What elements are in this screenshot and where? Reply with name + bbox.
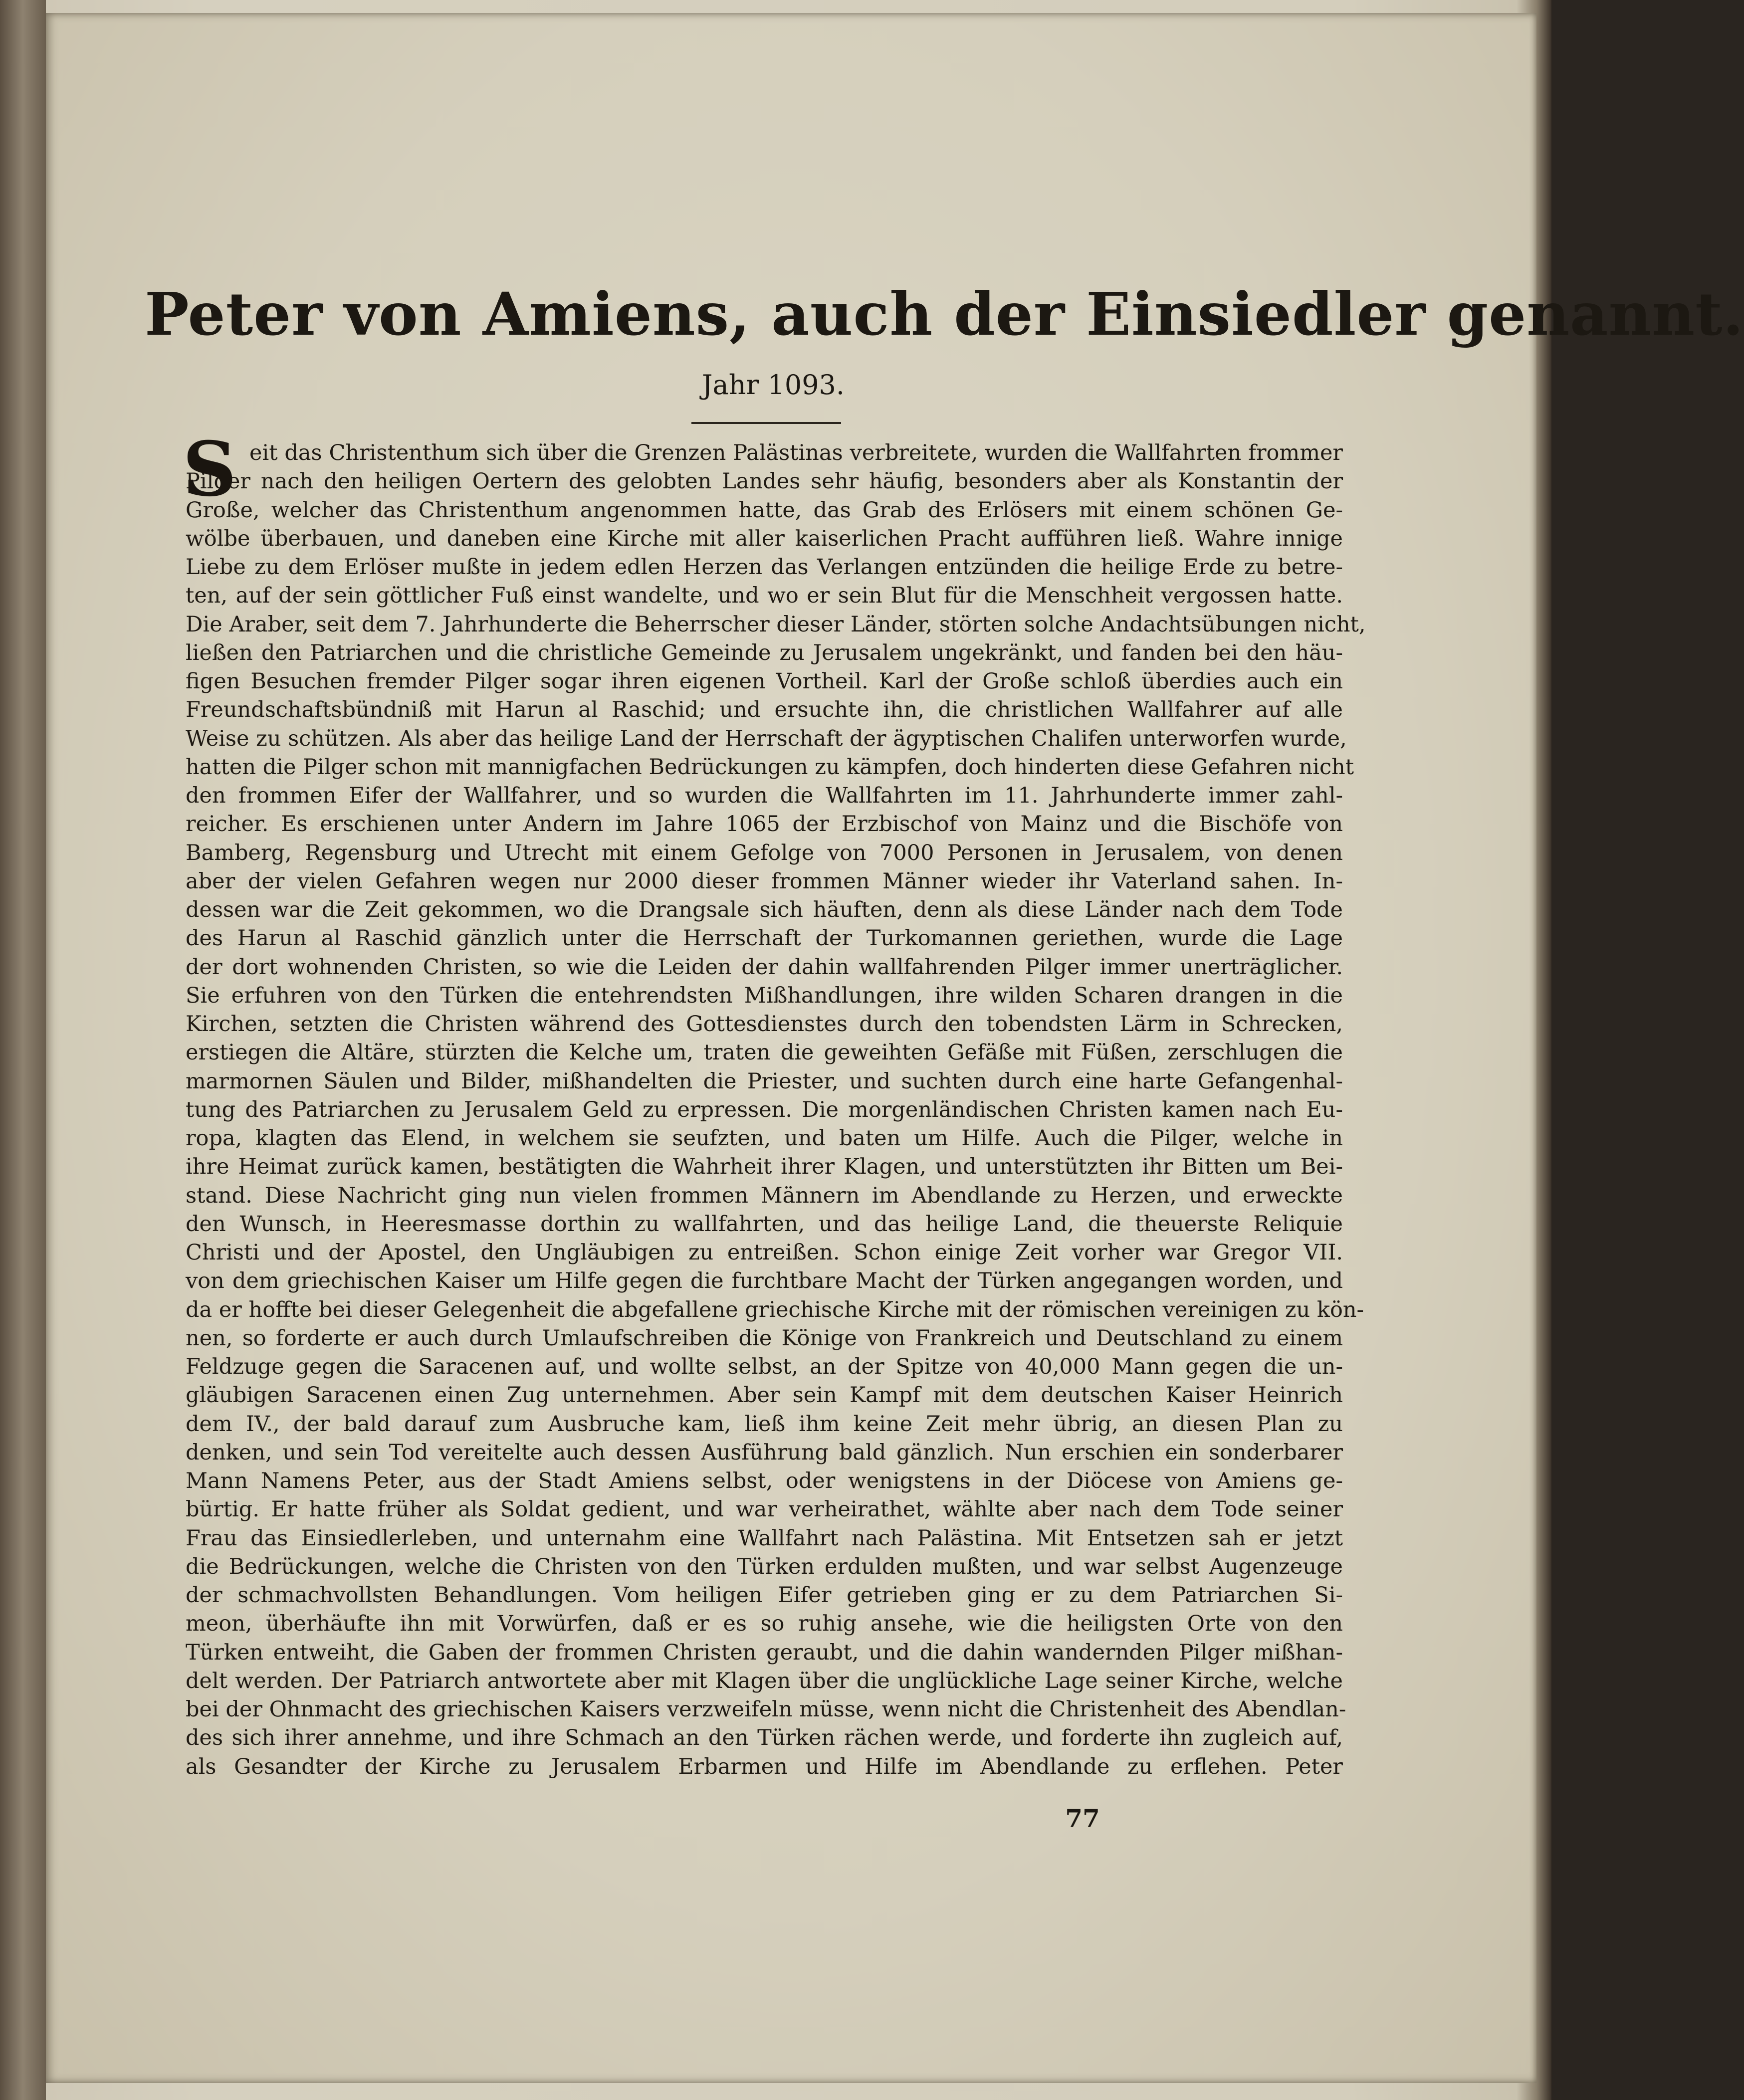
text-line: Sie erfuhren von den Türken die entehrendsten Mißhandlungen, ihre wilden Scharen drangen in die: [186, 983, 1343, 1008]
text-line: tung des Patriarchen zu Jerusalem Geld zu erpressen. Die morgenländischen Christen kamen nach Eu-: [186, 1097, 1343, 1122]
text-line: Kirchen, setzten die Christen während des Gottesdienstes durch den tobendsten Lärm in Schrecken,: [186, 1012, 1343, 1037]
text-line: aber der vielen Gefahren wegen nur 2000 dieser frommen Männer wieder ihr Vaterland sahen. In-: [186, 868, 1343, 894]
text-line: die Bedrückungen, welche die Christen von den Türken erdulden mußten, und war selbst Augenzeuge: [186, 1554, 1343, 1579]
text-line: erstiegen die Altäre, stürzten die Kelche um, traten die geweihten Gefäße mit Füßen, zerschlugen die: [186, 1040, 1343, 1065]
text-line: Bamberg, Regensburg und Utrecht mit einem Gefolge von 7000 Personen in Jerusalem, von denen: [186, 840, 1343, 865]
text-line: hatten die Pilger schon mit mannigfachen Bedrückungen zu kämpfen, doch hinderten diese Gefahren nicht: [186, 754, 1354, 780]
text-line: figen Besuchen fremder Pilger sogar ihren eigenen Vortheil. Karl der Große schloß überdies auch ein: [186, 669, 1343, 694]
title-rule: [691, 422, 841, 424]
text-line: eit das Christenthum sich über die Grenzen Palästinas verbreitete, wurden die Wallfahrten frommer: [249, 440, 1343, 465]
text-line: des sich ihrer annehme, und ihre Schmach an den Türken rächen werde, und forderte ihn zugleich auf,: [186, 1725, 1343, 1751]
body-text: [183, 425, 1366, 1781]
text-line: Christi und der Apostel, den Ungläubigen zu entreißen. Schon einige Zeit vorher war Gregor VII.: [186, 1240, 1343, 1265]
text-line: gläubigen Saracenen einen Zug unternehmen. Aber sein Kampf mit dem deutschen Kaiser Heinrich: [186, 1383, 1343, 1408]
text-line: Pilger nach den heiligen Oertern des gelobten Landes sehr häufig, besonders aber als Konstantin der: [186, 469, 1343, 494]
text-line: den Wunsch, in Heeresmasse dorthin zu wallfahrten, und das heilige Land, die theuerste Reliquie: [186, 1211, 1343, 1237]
text-line: denken, und sein Tod vereitelte auch dessen Ausführung bald gänzlich. Nun erschien ein sonderbarer: [186, 1440, 1343, 1465]
text-line: ropa, klagten das Elend, in welchem sie seufzten, und baten um Hilfe. Auch die Pilger, welche in: [186, 1126, 1343, 1151]
text-line: von dem griechischen Kaiser um Hilfe gegen die furchtbare Macht der Türken angegangen worden, und: [186, 1268, 1343, 1294]
text-line: reicher. Es erschienen unter Andern im Jahre 1065 der Erzbischof von Mainz und die Bischöfe von: [186, 812, 1343, 837]
text-line: Große, welcher das Christenthum angenommen hatte, das Grab des Erlösers mit einem schönen Ge-: [186, 497, 1343, 523]
page-title: Peter von Amiens, auch der Einsiedler genannt.: [145, 279, 1744, 349]
text-line: Feldzuge gegen die Saracenen auf, und wollte selbst, an der Spitze von 40,000 Mann gegen die un-: [186, 1354, 1343, 1379]
book-binding: [0, 0, 46, 2100]
text-line: ihre Heimat zurück kamen, bestätigten die Wahrheit ihrer Klagen, und unterstützten ihr Bitten um Bei-: [186, 1154, 1343, 1180]
text-line: Türken entweiht, die Gaben der frommen Christen geraubt, und die dahin wandernden Pilger mißhan-: [186, 1640, 1343, 1665]
text-line: der dort wohnenden Christen, so wie die Leiden der dahin wallfahrenden Pilger immer unerträglicher.: [186, 954, 1343, 980]
text-line: da er hoffte bei dieser Gelegenheit die abgefallene griechische Kirche mit der römischen vereinigen zu kön-: [186, 1297, 1364, 1322]
text-line: marmornen Säulen und Bilder, mißhandelten die Priester, und suchten durch eine harte Gefangenhal-: [186, 1068, 1343, 1094]
text-line: meon, überhäufte ihn mit Vorwürfen, daß er es so ruhig ansehe, wie die heiligsten Orte von den: [186, 1611, 1343, 1637]
text-line: den frommen Eifer der Wallfahrer, und so wurden die Wallfahrten im 11. Jahrhunderte immer zahl-: [186, 783, 1343, 808]
text-line: dem IV., der bald darauf zum Ausbruche kam, ließ ihm keine Zeit mehr übrig, an diesen Plan zu: [186, 1411, 1343, 1437]
text-line: des Harun al Raschid gänzlich unter die Herrschaft der Turkomannen geriethen, wurde die Lage: [186, 926, 1343, 951]
page-number: 77: [1065, 1804, 1100, 1833]
text-line: bürtig. Er hatte früher als Soldat gedient, und war verheirathet, wählte aber nach dem Tode seiner: [186, 1497, 1343, 1522]
text-line: Liebe zu dem Erlöser mußte in jedem edlen Herzen das Verlangen entzünden die heilige Erde zu betre-: [186, 555, 1343, 580]
text-line: Die Araber, seit dem 7. Jahrhunderte die Beherrscher dieser Länder, störten solche Andachtsübungen nicht,: [186, 612, 1366, 637]
text-line: stand. Diese Nachricht ging nun vielen frommen Männern im Abendlande zu Herzen, und erweckte: [186, 1183, 1343, 1208]
text-line: delt werden. Der Patriarch antwortete aber mit Klagen über die unglückliche Lage seiner Kirche, welche: [186, 1668, 1343, 1693]
text-line: wölbe überbauen, und daneben eine Kirche mit aller kaiserlichen Pracht aufführen ließ. Wahre innige: [186, 526, 1343, 551]
text-line: bei der Ohnmacht des griechischen Kaisers verzweifeln müsse, wenn nicht die Christenheit des Abendlan-: [186, 1697, 1346, 1722]
drop-cap: S: [183, 425, 237, 513]
text-line: Mann Namens Peter, aus der Stadt Amiens selbst, oder wenigstens in der Diöcese von Amiens ge-: [186, 1469, 1343, 1493]
text-line: dessen war die Zeit gekommen, wo die Drangsale sich häuften, denn als diese Länder nach dem Tode: [186, 897, 1343, 922]
text-line: ten, auf der sein göttlicher Fuß einst wandelte, und wo er sein Blut für die Menschheit vergossen hatte.: [186, 583, 1343, 609]
text-line: Freundschaftsbündniß mit Harun al Raschid; und ersuchte ihn, die christlichen Wallfahrer auf alle: [186, 697, 1343, 723]
text-line: Weise zu schützen. Als aber das heilige Land der Herrschaft der ägyptischen Chalifen unterworfen wurde,: [186, 726, 1347, 751]
page-subtitle: Jahr 1093.: [701, 369, 845, 401]
text-line: ließen den Patriarchen und die christliche Gemeinde zu Jerusalem ungekränkt, und fanden bei den häu-: [186, 640, 1343, 665]
text-line: nen, so forderte er auch durch Umlaufschreiben die Könige von Frankreich und Deutschland zu einem: [186, 1325, 1343, 1351]
text-line: Frau das Einsiedlerleben, und unternahm eine Wallfahrt nach Palästina. Mit Entsetzen sah er jetzt: [186, 1525, 1343, 1551]
text-line: als Gesandter der Kirche zu Jerusalem Erbarmen und Hilfe im Abendlande zu erflehen. Peter: [186, 1754, 1343, 1779]
text-line: der schmachvollsten Behandlungen. Vom heiligen Eifer getrieben ging er zu dem Patriarchen Si-: [186, 1583, 1343, 1608]
